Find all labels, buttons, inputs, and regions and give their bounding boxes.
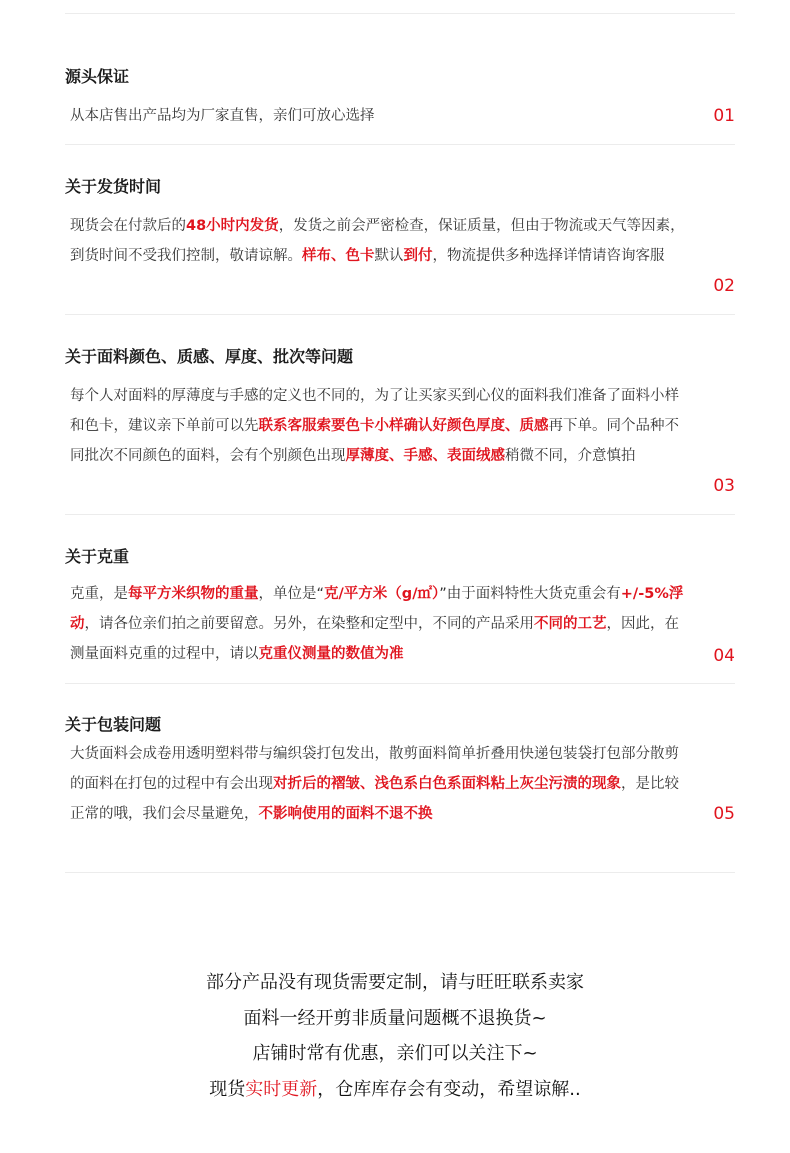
divider (65, 683, 735, 684)
divider (65, 872, 735, 873)
highlight-text: 克重仪测量的数值为准 (258, 646, 404, 662)
body-text: ，单位是“ (258, 586, 325, 602)
highlight-text: 克/平方米（g/㎡） (324, 586, 440, 602)
body-text: 克重，是 (70, 586, 128, 602)
section-body (70, 579, 685, 669)
footer-line (0, 965, 790, 1001)
section-number: 01 (713, 106, 735, 126)
body-text: 稍微不同，介意慎拍 (505, 448, 636, 464)
highlight-text: 48小时内发货 (186, 218, 279, 234)
divider (65, 514, 735, 515)
divider (65, 314, 735, 315)
section-title: 关于包装问题 (65, 715, 162, 734)
body-text: ”由于面料特性大货克重会有 (439, 586, 621, 602)
body-text: 大货面料会成卷用透明塑料带与编织袋打包发出，散剪面料简单折叠用快递包装袋打包部分散剪的面料在打包的过程中有会出现 (70, 746, 679, 792)
highlight-text: 不影响使用的面料不退不换 (258, 806, 433, 822)
divider (65, 144, 735, 145)
body-text: ，因此，在测量面料克重的过程中，请以 (70, 616, 679, 662)
highlight-text: 厚薄度、手感、表面绒感 (345, 448, 505, 464)
section-body (70, 211, 685, 271)
body-text: ，是比较正常的哦，我们会尽量避免， (70, 776, 679, 822)
section-number: 05 (713, 804, 735, 824)
body-text: 店铺时常有优惠，亲们可以关注下~ (252, 1043, 538, 1064)
body-text: 现货 (209, 1078, 246, 1100)
section-number: 03 (713, 476, 735, 496)
section-title: 源头保证 (65, 67, 130, 86)
section-body (70, 739, 685, 829)
body-text: ，请各位亲们拍之前要留意。另外，在染整和定型中，不同的产品采用 (84, 616, 534, 632)
section-number: 02 (713, 276, 735, 296)
body-text: 每个人对面料的厚薄度与手感的定义也不同的，为了让买家买到心仪的面料我们准备了面料小样和色卡，建议亲下单前可以先 (70, 388, 679, 434)
body-text: ，发货之前会严密检查，保证质量，但由于物流或天气等因素，到货时间不受我们控制，敬请谅解。 (70, 218, 685, 264)
highlight-text: 不同的工艺 (534, 616, 607, 632)
body-text: 现货会在付款后的 (70, 218, 186, 234)
body-text: 从本店售出产品均为厂家直售，亲们可放心选择 (70, 108, 375, 124)
footer-line (0, 1001, 790, 1037)
highlight-text: 实时更新 (245, 1078, 318, 1100)
section-title: 关于面料颜色、质感、厚度、批次等问题 (65, 347, 354, 366)
highlight-text: 样布、色卡 (302, 248, 375, 264)
body-text: 默认 (374, 248, 404, 264)
body-text: ，仓库库存会有变动，希望谅解.. (317, 1078, 581, 1100)
body-text: ，物流提供多种选择详情请咨询客服 (432, 248, 665, 264)
footer-line (0, 1036, 790, 1072)
divider-top (65, 13, 735, 14)
section-body (70, 381, 685, 471)
highlight-text: 联系客服索要色卡小样确认好颜色厚度、质感 (258, 418, 549, 434)
body-text: 面料一经开剪非质量问题概不退换货~ (243, 1007, 547, 1029)
body-text: 再下单。同个品种不同批次不同颜色的面料，会有个别颜色出现 (70, 418, 679, 464)
section-number: 04 (713, 646, 735, 666)
highlight-text: 到付 (403, 248, 433, 264)
footer-line (0, 1072, 790, 1108)
section-body (70, 101, 685, 131)
footer-notes (0, 965, 790, 1107)
highlight-text: 每平方米织物的重量 (128, 586, 259, 602)
body-text: 部分产品没有现货需要定制，请与旺旺联系卖家 (206, 972, 584, 993)
section-title: 关于发货时间 (65, 177, 162, 196)
highlight-text: +/-5%浮动 (70, 586, 684, 632)
highlight-text: 对折后的褶皱、浅色系白色系面料粘上灰尘污渍的现象 (273, 776, 621, 792)
section-title: 关于克重 (65, 547, 130, 566)
